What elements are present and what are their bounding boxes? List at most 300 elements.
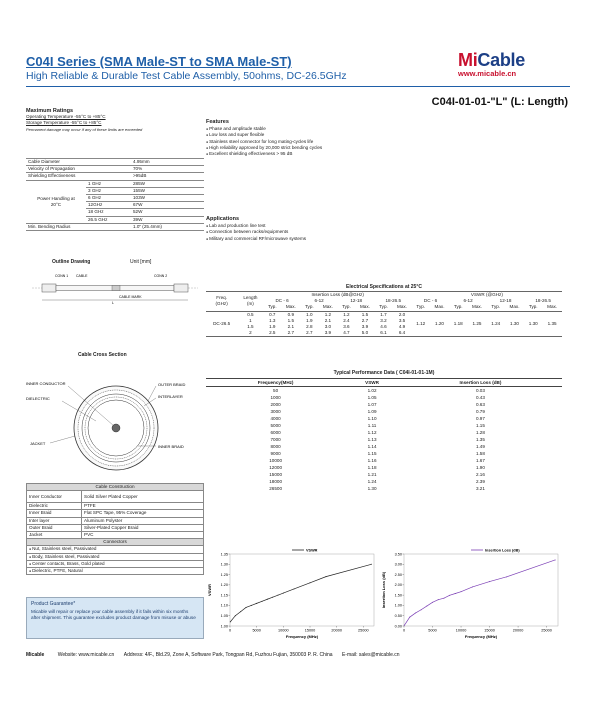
data-point — [443, 598, 444, 599]
x-axis-label: Frequency (MHz) — [464, 634, 498, 639]
plot-area — [404, 554, 558, 626]
typmax-cell: Typ. — [453, 304, 463, 310]
data-point — [371, 564, 372, 565]
header-divider — [26, 86, 570, 87]
max-ratings-heading: Maximum Ratings — [26, 108, 74, 114]
part-cell: Jacket — [27, 532, 82, 539]
table-row — [27, 517, 204, 524]
x-axis-label: Frequency (MHz) — [285, 634, 319, 639]
bend-label: Min. Bending Radius — [26, 223, 131, 230]
table-row — [26, 166, 204, 173]
legend-label: VSWR — [306, 548, 318, 553]
table-row — [26, 223, 204, 230]
perf-il-cell: 1.58 — [475, 451, 485, 456]
material-cell: Aluminum Polyster — [82, 517, 204, 524]
len-h1: Length — [243, 295, 258, 301]
y-tick-label: 1.10 — [220, 603, 228, 608]
typmax-cell: Typ. — [379, 304, 388, 310]
perf-freq-cell: 7000 — [270, 437, 281, 442]
table-row — [206, 394, 562, 401]
table-row — [27, 553, 204, 560]
il-cell: 1.5 — [287, 317, 295, 323]
table-row — [206, 379, 562, 387]
connector-item: ● Body, Stainless steel, Passivated — [27, 553, 204, 560]
typmax-cell: Max. — [434, 304, 445, 310]
length-cell: 2 — [249, 330, 252, 336]
connectors-heading: Connectors — [27, 539, 204, 546]
il-cell: 3.2 — [380, 317, 387, 323]
ratings-note: Permanent damage may occur if any of these limits are exceeded — [26, 126, 143, 132]
logo-mi: Mi — [458, 50, 478, 70]
perf-vswr-cell: 1.24 — [367, 479, 377, 484]
conn2-label: CONN 2 — [154, 274, 168, 278]
spec-table — [26, 158, 204, 231]
applications-heading: Applications — [206, 216, 240, 222]
label-outer-braid: OUTER BRAID — [158, 382, 186, 387]
il-header: Insertion Loss (dB@GHz) — [264, 292, 412, 299]
logo-url: www.micable.cn — [458, 69, 517, 78]
typmax-cell: Typ. — [528, 304, 538, 310]
il-cell: 3.9 — [324, 330, 332, 336]
y-tick-label: 1.30 — [220, 562, 228, 567]
part-cell: Inner Braid — [27, 510, 82, 517]
perf-freq-cell: 18000 — [269, 479, 282, 484]
table-row — [27, 524, 204, 531]
vswr-cell: 1.30 — [524, 311, 542, 337]
perf-vswr-cell: 1.30 — [367, 486, 377, 491]
x-tick-label: 25000 — [541, 628, 552, 633]
perf-freq-cell: 12000 — [269, 465, 282, 470]
band: 6-12 — [463, 298, 473, 304]
data-point — [251, 605, 252, 606]
perf-il-cell: 1.28 — [475, 430, 485, 435]
data-point — [438, 599, 439, 600]
data-point — [294, 588, 295, 589]
spec-value: >95dB — [131, 173, 204, 180]
construction-table — [26, 483, 204, 575]
table-row — [206, 478, 562, 485]
band: 6-12 — [314, 298, 324, 304]
y-tick-label: 0.50 — [394, 614, 402, 619]
perf-il-cell: 1.35 — [475, 437, 485, 442]
table-row — [26, 159, 204, 166]
perf-vswr-cell: 1.18 — [367, 465, 377, 470]
freq-range: DC-26.5 — [206, 311, 237, 337]
cross-section-heading: Cable Cross Section — [78, 352, 127, 358]
power-handling-label — [26, 180, 86, 223]
il-cell: 1.7 — [380, 311, 387, 317]
y-axis-label: Insertion Loss (dB) — [381, 571, 386, 609]
table-row — [26, 180, 204, 187]
x-tick-label: 15000 — [304, 628, 316, 633]
x-tick-label: 5000 — [252, 628, 261, 633]
il-cell: 0.9 — [287, 311, 295, 317]
x-tick-label: 10000 — [278, 628, 289, 633]
il-cell: 1.2 — [343, 311, 350, 317]
perf-il-cell: 1.49 — [475, 444, 485, 449]
il-cell: 0.7 — [269, 311, 276, 317]
len-h2: (m) — [246, 301, 254, 307]
perf-freq-cell: 50 — [273, 388, 279, 393]
logo-wordmark — [458, 50, 568, 71]
table-row — [206, 464, 562, 471]
list-item: ● Low loss and super flexible — [206, 132, 322, 138]
outline-unit: Unit [mm] — [130, 259, 152, 265]
table-row — [206, 401, 562, 408]
power-freq: 1 GHz — [86, 180, 131, 187]
material-cell: Silver-Plated Copper Braid — [82, 524, 204, 531]
typmax-cell: Typ. — [342, 304, 351, 310]
data-point — [506, 576, 507, 577]
part-cell: Inter layer — [27, 517, 82, 524]
table-row — [27, 568, 204, 575]
electrical-heading: Electrical Specifications at 25°C — [346, 284, 422, 290]
outline-drawing — [26, 270, 204, 310]
il-cell: 2.7 — [287, 330, 295, 336]
table-row — [27, 503, 204, 510]
power-freq: 18 GHz — [86, 209, 131, 216]
perf-freq-cell: 9000 — [270, 451, 281, 456]
x-tick-label: 10000 — [455, 628, 467, 633]
label-dielectric: DIELECTRIC — [26, 396, 50, 401]
band: 18-26.5 — [385, 298, 402, 304]
perf-vswr-cell: 1.07 — [367, 402, 377, 407]
perf-vswr-cell: 1.09 — [367, 409, 377, 414]
connector-item: ● Center contacts, Brass, Gold plated — [27, 560, 204, 567]
typmax-cell: Max. — [285, 304, 296, 310]
data-point — [489, 581, 490, 582]
il-cell: 5.0 — [361, 330, 369, 336]
il-cell: 2.1 — [324, 317, 332, 323]
perf-il-cell: 3.21 — [475, 486, 485, 491]
spec-label: Cable Diameter — [26, 159, 131, 166]
logo-cable: Cable — [477, 50, 525, 70]
perf-il-cell: 1.67 — [475, 458, 485, 463]
label-jacket: JACKET — [30, 441, 46, 446]
perf-vswr-cell: 1.16 — [367, 458, 377, 463]
data-point — [272, 597, 273, 598]
perf-freq-cell: 2000 — [270, 402, 281, 407]
performance-title: Typical Performance Data ( C04I-01-01-1M) — [333, 370, 435, 376]
table-row — [206, 471, 562, 478]
il-cell: 2.8 — [306, 324, 313, 330]
il-cell: 2.7 — [361, 317, 369, 323]
material-cell: PVC — [82, 532, 204, 539]
vswr-cell: 1.18 — [449, 311, 467, 337]
band: DC - 6 — [423, 298, 438, 304]
freq-h2: (GHz) — [215, 301, 228, 307]
applications — [206, 216, 306, 242]
cable-mark-shape — [112, 286, 120, 291]
table-row — [27, 560, 204, 567]
perf-vswr-cell: 1.21 — [367, 472, 377, 477]
electrical-table — [206, 291, 562, 337]
material-cell: Flat SPC Tape, 95% Coverage — [82, 510, 204, 517]
table-row — [27, 510, 204, 517]
table-row — [206, 485, 562, 492]
typmax-cell: Max. — [509, 304, 520, 310]
vswr-chart — [206, 546, 378, 640]
data-point — [230, 621, 231, 622]
il-cell: 4.6 — [380, 324, 387, 330]
data-point — [267, 599, 268, 600]
y-tick-label: 2.00 — [394, 583, 402, 588]
perf-freq-cell: 4000 — [270, 416, 281, 421]
table-row — [26, 173, 204, 180]
vswr-header: VSWR (@GHz) — [412, 292, 562, 299]
part-cell: Outer Braid — [27, 524, 82, 531]
il-cell: 2.4 — [343, 317, 350, 323]
footer-website[interactable]: Website: www.micable.cn — [57, 652, 115, 658]
power-value: 39W — [131, 216, 204, 223]
data-point — [262, 601, 263, 602]
vswr-cell: 1.20 — [430, 311, 450, 337]
table-row — [206, 311, 562, 318]
band: 12-18 — [499, 298, 512, 304]
perf-freq-cell: 6000 — [270, 430, 281, 435]
length-header — [237, 292, 263, 312]
il-cell: 3.6 — [343, 324, 350, 330]
material-cell: PTFE — [82, 503, 204, 510]
conn1-label: CONN 1 — [55, 274, 69, 278]
table-row — [206, 457, 562, 464]
il-cell: 1.0 — [306, 311, 313, 317]
il-cell: 3.9 — [361, 324, 369, 330]
perf-freq-cell: 3000 — [270, 409, 281, 414]
x-tick-label: 15000 — [484, 628, 495, 633]
length-cell: 0.5 — [247, 311, 254, 317]
typmax-cell: Max. — [359, 304, 370, 310]
perf-header: Insertion Loss (dB) — [399, 379, 562, 387]
table-row — [206, 387, 562, 395]
il-cell: 2.0 — [398, 311, 406, 317]
table-row — [206, 450, 562, 457]
data-point — [326, 576, 327, 577]
table-row — [206, 436, 562, 443]
perf-il-cell: 1.15 — [475, 423, 485, 428]
perf-vswr-cell: 1.10 — [367, 416, 377, 421]
data-point — [256, 603, 257, 604]
length-cell: 1.5 — [247, 324, 254, 330]
data-point — [472, 586, 473, 587]
construction-heading: Cable Construction — [27, 484, 204, 491]
storage-temp: Storage Temperature -55°C to +85°C — [26, 120, 102, 126]
perf-freq-cell: 15000 — [269, 472, 282, 477]
legend-label: Insertion Loss (dB) — [485, 548, 520, 553]
typmax-cell: Max. — [547, 304, 558, 310]
il-cell: 1.2 — [324, 311, 332, 317]
typmax-cell: Typ. — [416, 304, 426, 310]
y-tick-label: 1.20 — [220, 583, 228, 588]
perf-il-cell: 2.16 — [475, 472, 485, 477]
part-cell: Inner Conductor — [27, 491, 82, 503]
il-cell: 1.9 — [306, 317, 313, 323]
insertion-loss-chart — [380, 546, 562, 640]
performance-table — [206, 378, 562, 492]
list-item: ● High reliability approved by 20,000 strict bending cycles — [206, 145, 322, 151]
perf-freq-cell: 1000 — [270, 395, 281, 400]
y-tick-label: 1.00 — [394, 603, 402, 608]
power-value: 285W — [131, 180, 204, 187]
y-tick-label: 1.15 — [220, 593, 228, 598]
vswr-cell: 1.35 — [542, 311, 562, 337]
footer-email[interactable]: E-mail: sales@micable.cn — [341, 652, 400, 658]
y-tick-label: 1.05 — [220, 614, 228, 619]
typmax-cell: Typ. — [491, 304, 501, 310]
y-tick-label: 3.00 — [394, 562, 402, 567]
typmax-cell: Typ. — [305, 304, 314, 310]
footer — [26, 652, 400, 658]
il-cell: 1.9 — [269, 324, 276, 330]
data-point — [409, 617, 410, 618]
table-row — [206, 415, 562, 422]
label-inner-conductor: INNER CONDUCTOR — [26, 381, 66, 386]
spec-label: Velocity of Propagation — [26, 166, 131, 173]
perf-freq-cell: 10000 — [269, 458, 282, 463]
operating-temp: Operating Temperature -55°C to +85°C — [26, 114, 106, 119]
band: 18-26.5 — [535, 298, 551, 304]
spec-value: 70% — [131, 166, 204, 173]
perf-freq-cell: 5000 — [270, 423, 281, 428]
data-point — [235, 615, 236, 616]
il-cell: 3.0 — [324, 324, 332, 330]
x-tick-label: 0 — [228, 628, 232, 633]
footer-brand: Micable — [26, 652, 45, 658]
perf-vswr-cell: 1.11 — [367, 423, 377, 428]
list-item: ● Stainless steel connector for long mating-cycles life — [206, 139, 322, 145]
perf-vswr-cell: 1.02 — [367, 388, 377, 393]
vswr-cell: 1.30 — [505, 311, 525, 337]
connector-item: ● Dielectric, PTFE, Natural — [27, 568, 204, 575]
il-cell: 2.1 — [287, 324, 295, 330]
il-cell: 4.7 — [343, 330, 350, 336]
data-point — [404, 625, 405, 626]
features-heading: Features — [206, 119, 229, 125]
perf-il-cell: 2.39 — [475, 479, 485, 484]
perf-il-cell: 0.43 — [475, 395, 485, 400]
vswr-cell: 1.24 — [487, 311, 505, 337]
il-cell: 4.9 — [398, 324, 406, 330]
plot-area — [230, 554, 374, 626]
perf-il-cell: 0.97 — [475, 416, 485, 421]
perf-il-cell: 0.63 — [475, 402, 485, 407]
perf-vswr-cell: 1.12 — [367, 430, 377, 435]
data-point — [246, 607, 247, 608]
power-freq: 6 GHz — [86, 195, 131, 202]
x-tick-label: 20000 — [512, 628, 524, 633]
perf-header: Frequency(MHz) — [206, 379, 345, 387]
y-tick-label: 1.50 — [394, 593, 402, 598]
il-cell: 6.1 — [380, 330, 387, 336]
table-row — [206, 422, 562, 429]
power-value: 67W — [131, 202, 204, 209]
label-inner-braid: INNER BRAID — [158, 444, 184, 449]
vswr-cell: 1.25 — [467, 311, 487, 337]
typmax-cell: Typ. — [267, 304, 277, 310]
cable-label: CABLE — [76, 274, 88, 278]
x-tick-label: 5000 — [428, 628, 437, 633]
il-cell: 1.3 — [269, 317, 276, 323]
il-cell: 6.4 — [398, 330, 406, 336]
freq-header — [206, 292, 237, 312]
list-item: ● Lab and production line test — [206, 223, 306, 229]
data-point — [421, 609, 422, 610]
list-item: ● Military and commercial RF/microwave systems — [206, 236, 306, 242]
power-label-line2: 20°C — [50, 201, 62, 207]
x-tick-label: 20000 — [331, 628, 342, 633]
page-title: C04I Series (SMA Male-ST to SMA Male-ST) — [26, 54, 292, 69]
perf-vswr-cell: 1.15 — [367, 451, 377, 456]
il-cell: 1.5 — [361, 311, 369, 317]
table-row — [206, 408, 562, 415]
list-item: ● Phase and amplitude stable — [206, 126, 322, 132]
perf-freq-cell: 8000 — [270, 444, 281, 449]
bend-value: 1.0" (25.4mm) — [131, 223, 204, 230]
perf-il-cell: 1.90 — [475, 465, 485, 470]
data-point — [426, 606, 427, 607]
guarantee-text: Micable will repair or replace your cable assembly if it fails within six months after shipment. This guarantee excludes product damage from misuse or abuse — [31, 609, 196, 621]
data-point — [415, 613, 416, 614]
il-cell: 3.5 — [398, 317, 406, 323]
perf-header: VSWR — [345, 379, 399, 387]
table-row — [27, 484, 204, 491]
perf-vswr-cell: 1.05 — [367, 395, 377, 400]
cross-section-diagram — [26, 376, 226, 486]
band: DC - 6 — [275, 298, 289, 304]
power-value: 103W — [131, 195, 204, 202]
data-point — [449, 595, 450, 596]
data-point — [283, 593, 284, 594]
freq-h1: Freq. — [216, 295, 227, 301]
label-interlayer: INTERLAYER — [158, 394, 183, 399]
perf-vswr-cell: 1.14 — [367, 444, 377, 449]
perf-il-cell: 0.03 — [475, 388, 485, 393]
y-axis-label: VSWR — [207, 584, 212, 596]
perf-il-cell: 0.79 — [475, 409, 485, 414]
power-freq: 26.5 GHz — [86, 216, 131, 223]
x-tick-label: 0 — [402, 628, 406, 633]
list-item: ● Connection between racks/equipments — [206, 229, 306, 235]
il-cell: 2.5 — [269, 330, 276, 336]
y-tick-label: 2.50 — [394, 572, 402, 577]
spec-value: 4.95mm — [131, 159, 204, 166]
spec-label: Shielding Effectiveness — [26, 173, 131, 180]
table-row — [206, 429, 562, 436]
typmax-cell: Max. — [322, 304, 333, 310]
list-item: ● Excellent shielding effectiveness > 95 dB — [206, 151, 322, 157]
power-value: 155W — [131, 187, 204, 194]
max-ratings — [26, 108, 204, 133]
table-row — [206, 443, 562, 450]
table-row — [206, 292, 562, 299]
data-point — [555, 559, 556, 560]
typmax-cell: Max. — [397, 304, 407, 310]
data-point — [278, 595, 279, 596]
power-freq: 3 GHz — [86, 187, 131, 194]
data-point — [240, 611, 241, 612]
y-tick-label: 1.35 — [220, 552, 228, 557]
connector-left-shape — [42, 284, 56, 292]
vswr-cell: 1.12 — [412, 311, 430, 337]
connector-item: ● Nut, Stainless steel, Passivated — [27, 546, 204, 553]
footer-address: Address: 4/F., Bld.29, Zone A, Software Park, Tongpan Rd, Fuzhou Fujian, 350003 P. R. China — [123, 652, 333, 658]
data-point — [455, 593, 456, 594]
table-row — [27, 532, 204, 539]
part-number: C04I-01-01-"L" (L: Length) — [431, 96, 568, 108]
data-point — [310, 582, 311, 583]
table-row — [27, 546, 204, 553]
y-tick-label: 1.25 — [220, 572, 228, 577]
